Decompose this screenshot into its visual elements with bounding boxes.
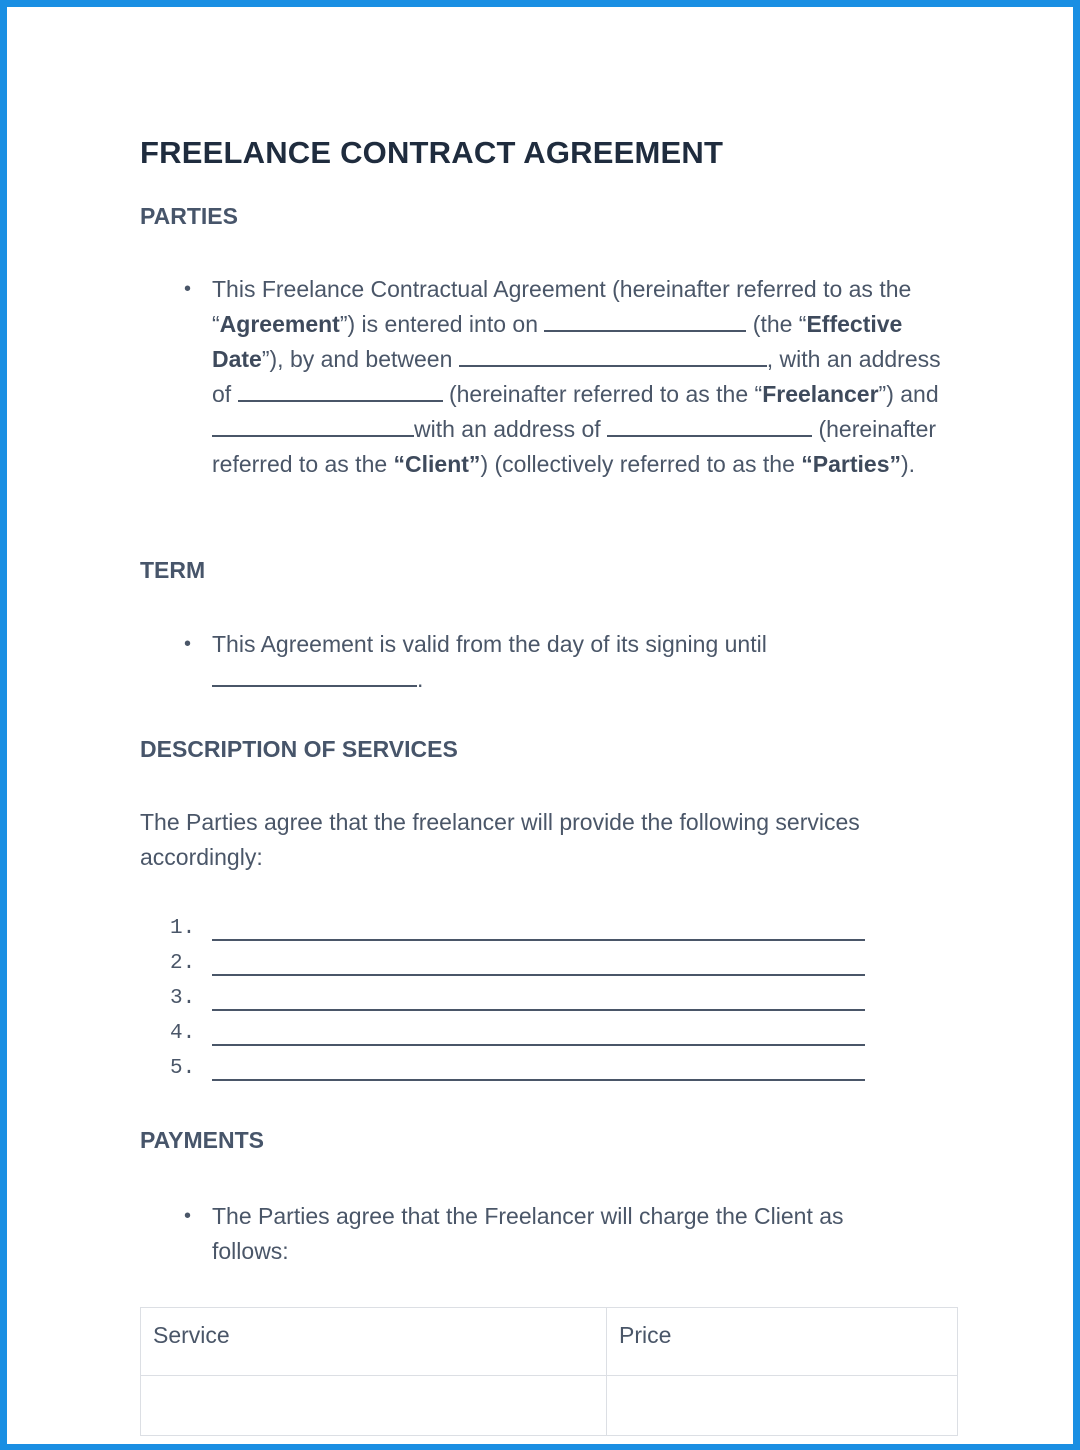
- term-heading: TERM: [140, 557, 206, 583]
- term-bullet: •: [184, 633, 192, 655]
- table-row: [141, 1376, 958, 1436]
- service-number: 4.: [170, 1022, 196, 1045]
- table-header-service: Service: [141, 1308, 607, 1376]
- effective-date-term: Effective Date: [212, 311, 903, 372]
- client-term: “Client”: [393, 451, 481, 477]
- table-header-row: [141, 1308, 958, 1376]
- service-item: [170, 1017, 870, 1052]
- document-title: FREELANCE CONTRACT AGREEMENT: [140, 135, 724, 170]
- term-end-date-blank[interactable]: [212, 665, 417, 687]
- service-item: [170, 912, 870, 947]
- services-list: [170, 912, 870, 1087]
- service-item: [170, 947, 870, 982]
- freelancer-term: Freelancer: [762, 381, 879, 407]
- payments-paragraph: The Parties agree that the Freelancer will charge the Client as follows:: [212, 1203, 844, 1264]
- payments-heading: PAYMENTS: [140, 1127, 264, 1153]
- payments-bullet: •: [184, 1205, 192, 1227]
- service-blank-4[interactable]: [212, 1044, 865, 1046]
- service-number: 1.: [170, 917, 196, 940]
- freelancer-address-blank[interactable]: [238, 380, 443, 402]
- client-address-blank[interactable]: [607, 415, 812, 437]
- effective-date-blank[interactable]: [544, 310, 746, 332]
- parties-paragraph: This Freelance Contractual Agreement (hereinafter referred to as the “Agreement”) is entered into on (the “Effective Date”), by and between , with an address of (hereinafter referred to as the “Freelancer”) and with an address of (hereinafter referred to as the “Client”) (collectively referred to as the “Parties”).: [212, 276, 941, 477]
- parties-heading: PARTIES: [140, 203, 238, 229]
- service-number: 3.: [170, 987, 196, 1010]
- service-number: 2.: [170, 952, 196, 975]
- service-number: 5.: [170, 1057, 196, 1080]
- service-blank-2[interactable]: [212, 974, 865, 976]
- service-item: [170, 1052, 870, 1087]
- table-cell-service[interactable]: [141, 1376, 607, 1436]
- service-item: [170, 982, 870, 1017]
- service-blank-1[interactable]: [212, 939, 865, 941]
- services-heading: DESCRIPTION OF SERVICES: [140, 736, 458, 762]
- agreement-term: Agreement: [219, 311, 340, 337]
- service-blank-3[interactable]: [212, 1009, 865, 1011]
- payments-table: [140, 1307, 958, 1436]
- table-header-price: Price: [607, 1308, 958, 1376]
- parties-bullet: •: [184, 278, 192, 300]
- table-cell-price[interactable]: [607, 1376, 958, 1436]
- client-name-blank[interactable]: [212, 415, 414, 437]
- freelancer-name-blank[interactable]: [459, 345, 767, 367]
- parties-term: “Parties”: [801, 451, 901, 477]
- service-blank-5[interactable]: [212, 1079, 865, 1081]
- services-intro: The Parties agree that the freelancer will provide the following services accordingly:: [140, 809, 860, 870]
- term-paragraph: This Agreement is valid from the day of its signing until .: [212, 631, 767, 692]
